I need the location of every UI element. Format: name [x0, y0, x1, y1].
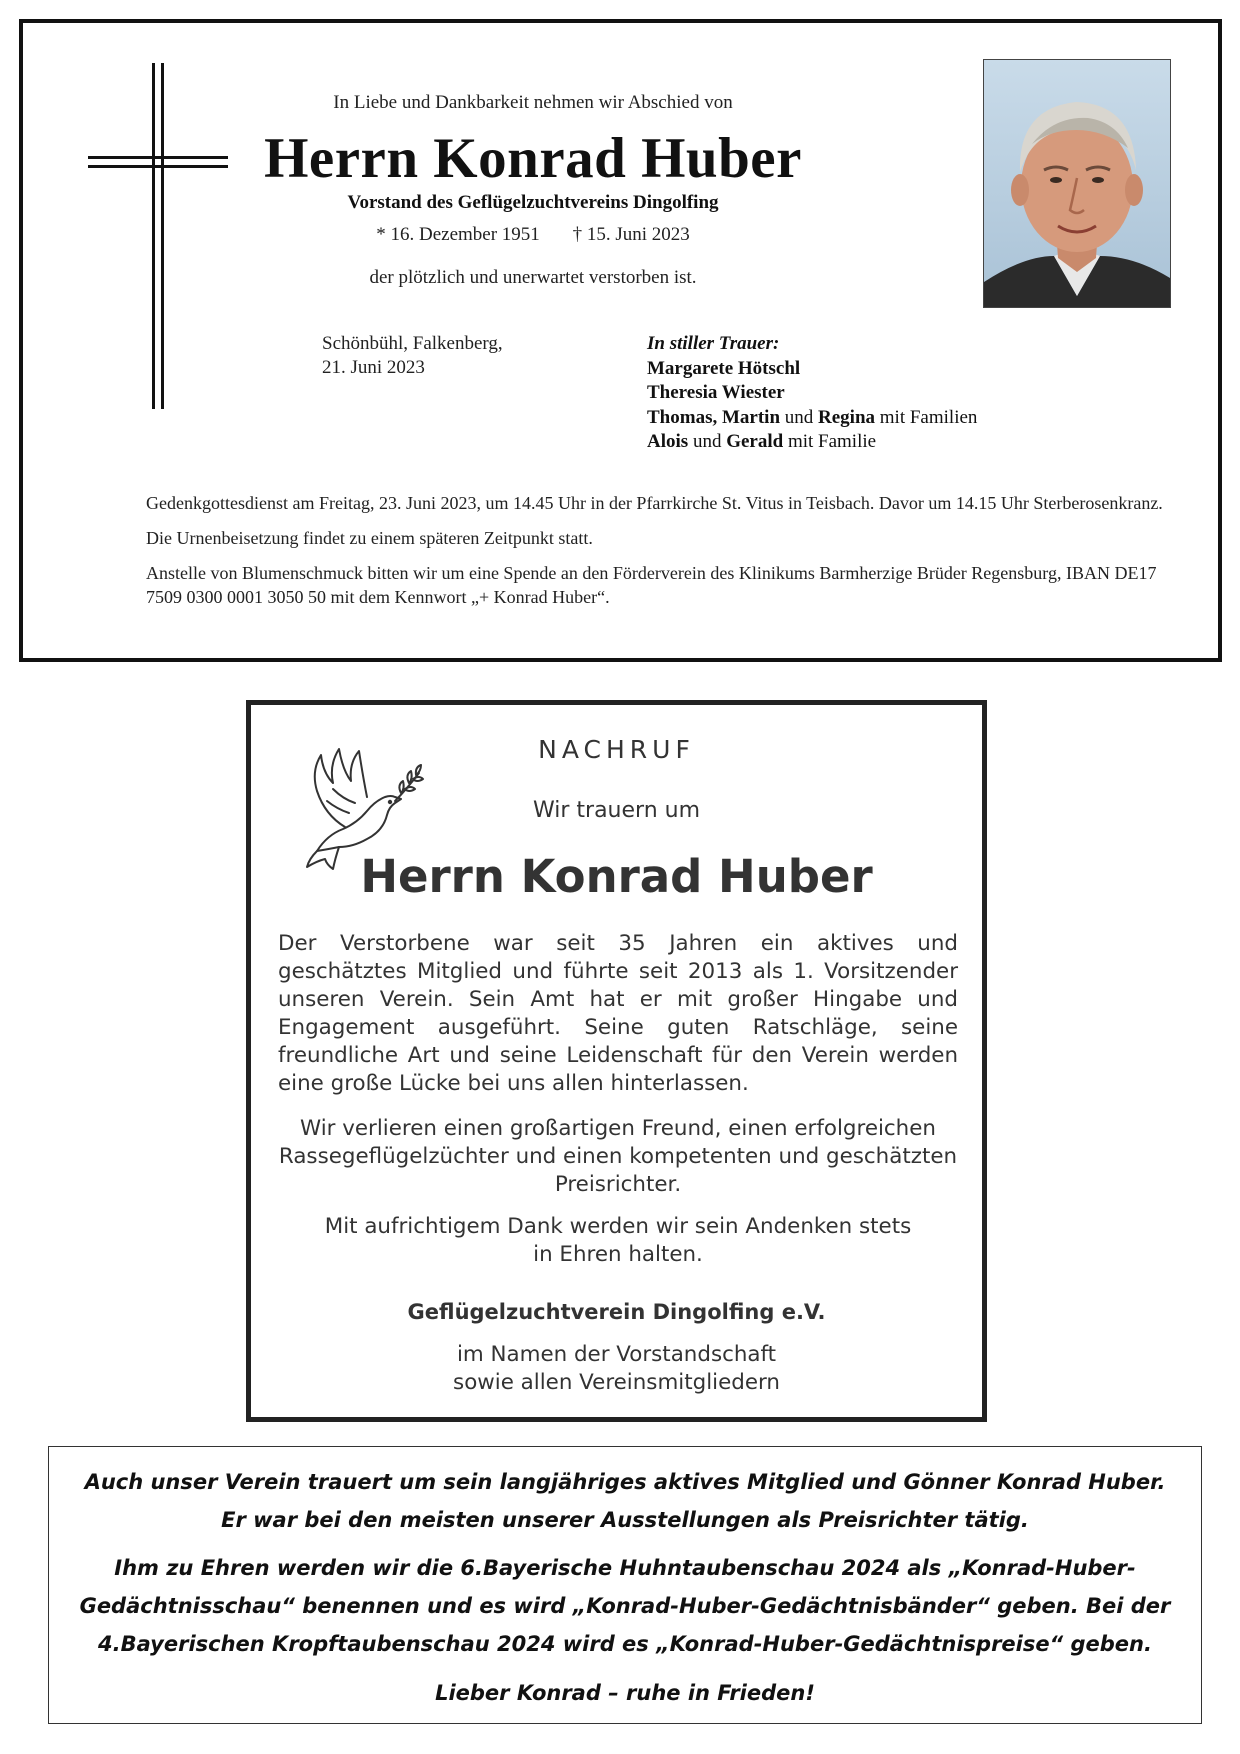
conjunction: und — [688, 431, 727, 452]
urn-burial-text: Die Urnenbeisetzung findet zu einem späteren Zeitpunkt statt. — [146, 528, 593, 548]
death-circumstance: der plötzlich und unerwartet verstorben ist. — [369, 267, 697, 288]
closing-line: Mit aufrichtigem Dank werden wir sein Andenken stets — [324, 1214, 912, 1239]
nachruf-intro: Wir trauern um — [532, 798, 701, 823]
separator: , — [712, 406, 722, 428]
family-suffix: mit Familie — [783, 431, 877, 452]
tribute-paragraph-2 — [49, 1549, 1201, 1663]
mourner — [647, 381, 977, 406]
birth-date: * 16. Dezember 1951 — [376, 224, 540, 245]
service-details — [146, 491, 1196, 620]
tribute-line: Auch unser Verein trauert um sein langjähriges aktives Mitglied und Gönner Konrad Huber. — [84, 1470, 1166, 1494]
closing-line: Rassegeflügelzüchter und einen kompetenten und geschätzten — [278, 1144, 958, 1169]
mourner — [647, 357, 977, 382]
tribute-line: 4.Bayerischen Kropftaubenschau 2024 wird es „Konrad-Huber-Gedächtnispreise“ geben. — [98, 1632, 1152, 1656]
nachruf-closing-2 — [278, 1213, 958, 1269]
club-obituary — [246, 700, 987, 1422]
donation-text: Anstelle von Blumenschmuck bitten wir um eine Spende an den Förderverein des Klinikums Barmherzige Brüder Regensburg, IBAN DE17 7509 0300 0001 3050 50 mit dem Kennwort „+ Konrad Huber“. — [146, 563, 1157, 607]
nachruf-body: Der Verstorbene war seit 35 Jahren ein aktives und geschätztes Mitglied und führte seit 2013 als 1. Vorsitzender unseren Verein. Sein Amt hat er mit großer Hingabe und Engagement ausgeführt. Seine guten Ratschläge, seine freundliche Art und seine Leidenschaft für den Verein werden eine große Lücke bei uns allen hinterlassen. — [278, 931, 958, 1096]
place: Schönbühl, Falkenberg, — [322, 333, 503, 354]
nachruf-closing-1 — [278, 1115, 958, 1199]
cross-icon — [88, 63, 228, 409]
nachruf-name: Herrn Konrad Huber — [360, 850, 873, 903]
conjunction: und — [780, 406, 819, 428]
mourner — [647, 406, 977, 431]
farewell-intro: In Liebe und Dankbarkeit nehmen wir Abschied von — [333, 92, 733, 113]
death-date: † 15. Juni 2023 — [572, 224, 690, 245]
family-suffix: mit Familien — [875, 406, 978, 428]
nachruf-title: NACHRUF — [538, 735, 695, 764]
portrait-photo — [983, 59, 1171, 308]
mourner-name: Theresia Wiester — [647, 382, 785, 403]
life-dates — [223, 224, 843, 246]
tribute-line: Lieber Konrad – ruhe in Frieden! — [435, 1681, 815, 1705]
closing-line: Preisrichter. — [554, 1172, 682, 1197]
tribute-paragraph-1 — [49, 1463, 1201, 1539]
memorial-service-text: Gedenkgottesdienst am Freitag, 23. Juni 2023, um 14.45 Uhr in der Pfarrkirche St. Vitus in Teisbach. Davor um 14.15 Uhr Sterberosenkranz. — [146, 493, 1163, 513]
nachruf-organization: Geflügelzuchtverein Dingolfing e.V. — [407, 1300, 826, 1324]
mourner-name: Martin — [721, 406, 781, 428]
deceased-role: Vorstand des Geflügelzuchtvereins Dingolfing — [347, 192, 719, 213]
place-and-date — [322, 332, 503, 380]
signature-line: sowie allen Vereinsmitgliedern — [453, 1370, 780, 1395]
mourners-list — [647, 332, 977, 455]
mourner-name: Regina — [818, 406, 876, 428]
mourner-name: Margarete Hötschl — [647, 357, 801, 379]
tribute-line: Ihm zu Ehren werden wir die 6.Bayerische Huhntaubenschau 2024 als „Konrad-Huber- — [114, 1556, 1136, 1580]
tribute-farewell — [49, 1674, 1201, 1712]
mourner-name: Alois — [647, 431, 689, 452]
mourners-heading: In stiller Trauer: — [647, 333, 780, 354]
portrait-image — [984, 60, 1170, 307]
mourner-name: Gerald — [726, 431, 784, 452]
notice-date: 21. Juni 2023 — [322, 357, 425, 378]
closing-line: Wir verlieren einen großartigen Freund, einen erfolgreichen — [300, 1116, 936, 1141]
club-tribute-box — [48, 1446, 1202, 1724]
closing-line: in Ehren halten. — [533, 1242, 703, 1267]
tribute-line: Er war bei den meisten unserer Ausstellungen als Preisrichter tätig. — [221, 1508, 1029, 1532]
deceased-name: Herrn Konrad Huber — [264, 127, 802, 190]
mourner-name: Thomas — [647, 406, 713, 428]
nachruf-signature — [251, 1341, 982, 1397]
mourner — [647, 430, 977, 455]
signature-line: im Namen der Vorstandschaft — [456, 1342, 777, 1367]
death-notice — [19, 19, 1222, 662]
tribute-line: Gedächtnisschau“ benennen und es wird „Konrad-Huber-Gedächtnisbänder“ geben. Bei der — [79, 1594, 1171, 1618]
